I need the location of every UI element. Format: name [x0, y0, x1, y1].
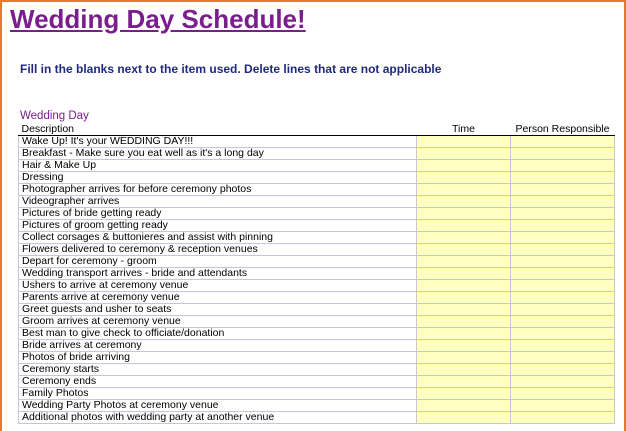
row-description: Family Photos: [19, 388, 417, 400]
row-description: Groom arrives at ceremony venue: [19, 316, 417, 328]
person-responsible-input-cell[interactable]: [511, 352, 615, 364]
row-description: Breakfast - Make sure you eat well as it's a long day: [19, 148, 417, 160]
person-responsible-input-cell[interactable]: [511, 184, 615, 196]
page-title: Wedding Day Schedule!: [10, 4, 306, 34]
row-description: Bride arrives at ceremony: [19, 340, 417, 352]
row-description: Additional photos with wedding party at another venue: [19, 412, 417, 424]
time-input-cell[interactable]: [417, 244, 511, 256]
table-row: [19, 340, 615, 352]
row-description: Wake Up! It's your WEDDING DAY!!!: [19, 136, 417, 148]
table-row: [19, 268, 615, 280]
time-input-cell[interactable]: [417, 388, 511, 400]
person-responsible-input-cell[interactable]: [511, 292, 615, 304]
person-responsible-input-cell[interactable]: [511, 328, 615, 340]
row-description: Ceremony ends: [19, 376, 417, 388]
time-input-cell[interactable]: [417, 376, 511, 388]
table-row: [19, 160, 615, 172]
time-input-cell[interactable]: [417, 172, 511, 184]
time-input-cell[interactable]: [417, 292, 511, 304]
table-row: [19, 184, 615, 196]
person-responsible-input-cell[interactable]: [511, 148, 615, 160]
row-description: Photographer arrives for before ceremony photos: [19, 184, 417, 196]
person-responsible-input-cell[interactable]: [511, 280, 615, 292]
row-description: Videographer arrives: [19, 196, 417, 208]
table-row: [19, 352, 615, 364]
row-description: Hair & Make Up: [19, 160, 417, 172]
row-description: Ceremony starts: [19, 364, 417, 376]
person-responsible-input-cell[interactable]: [511, 400, 615, 412]
person-responsible-input-cell[interactable]: [511, 388, 615, 400]
table-header-row: [19, 123, 615, 136]
column-header-description: Description: [19, 123, 417, 136]
row-description: Dressing: [19, 172, 417, 184]
time-input-cell[interactable]: [417, 184, 511, 196]
table-row: [19, 412, 615, 424]
time-input-cell[interactable]: [417, 364, 511, 376]
person-responsible-input-cell[interactable]: [511, 340, 615, 352]
row-description: Wedding transport arrives - bride and attendants: [19, 268, 417, 280]
table-row: [19, 136, 615, 148]
table-row: [19, 280, 615, 292]
table-row: [19, 232, 615, 244]
time-input-cell[interactable]: [417, 148, 511, 160]
table-row: [19, 316, 615, 328]
person-responsible-input-cell[interactable]: [511, 208, 615, 220]
row-description: Parents arrive at ceremony venue: [19, 292, 417, 304]
schedule-table: [18, 123, 615, 424]
column-header-person: Person Responsible: [511, 123, 615, 136]
person-responsible-input-cell[interactable]: [511, 244, 615, 256]
person-responsible-input-cell[interactable]: [511, 364, 615, 376]
table-row: [19, 400, 615, 412]
time-input-cell[interactable]: [417, 280, 511, 292]
person-responsible-input-cell[interactable]: [511, 376, 615, 388]
table-row: [19, 196, 615, 208]
table-row: [19, 304, 615, 316]
table-row: [19, 292, 615, 304]
row-description: Pictures of bride getting ready: [19, 208, 417, 220]
row-description: Photos of bride arriving: [19, 352, 417, 364]
person-responsible-input-cell[interactable]: [511, 196, 615, 208]
person-responsible-input-cell[interactable]: [511, 136, 615, 148]
table-row: [19, 364, 615, 376]
time-input-cell[interactable]: [417, 196, 511, 208]
instructions-text: Fill in the blanks next to the item used. Delete lines that are not applicable: [20, 62, 442, 76]
person-responsible-input-cell[interactable]: [511, 412, 615, 424]
time-input-cell[interactable]: [417, 256, 511, 268]
section-title: Wedding Day: [20, 110, 89, 122]
row-description: Greet guests and usher to seats: [19, 304, 417, 316]
row-description: Collect corsages & buttonieres and assist with pinning: [19, 232, 417, 244]
person-responsible-input-cell[interactable]: [511, 220, 615, 232]
person-responsible-input-cell[interactable]: [511, 172, 615, 184]
person-responsible-input-cell[interactable]: [511, 232, 615, 244]
person-responsible-input-cell[interactable]: [511, 256, 615, 268]
column-header-time: Time: [417, 123, 511, 136]
table-row: [19, 220, 615, 232]
row-description: Ushers to arrive at ceremony venue: [19, 280, 417, 292]
time-input-cell[interactable]: [417, 352, 511, 364]
time-input-cell[interactable]: [417, 304, 511, 316]
time-input-cell[interactable]: [417, 160, 511, 172]
row-description: Best man to give check to officiate/donation: [19, 328, 417, 340]
table-row: [19, 208, 615, 220]
time-input-cell[interactable]: [417, 316, 511, 328]
table-row: [19, 376, 615, 388]
time-input-cell[interactable]: [417, 136, 511, 148]
row-description: Wedding Party Photos at ceremony venue: [19, 400, 417, 412]
time-input-cell[interactable]: [417, 208, 511, 220]
table-row: [19, 256, 615, 268]
time-input-cell[interactable]: [417, 268, 511, 280]
table-row: [19, 148, 615, 160]
time-input-cell[interactable]: [417, 328, 511, 340]
row-description: Pictures of groom getting ready: [19, 220, 417, 232]
row-description: Flowers delivered to ceremony & reception venues: [19, 244, 417, 256]
time-input-cell[interactable]: [417, 400, 511, 412]
person-responsible-input-cell[interactable]: [511, 268, 615, 280]
time-input-cell[interactable]: [417, 412, 511, 424]
schedule-rows: [19, 136, 615, 424]
person-responsible-input-cell[interactable]: [511, 160, 615, 172]
table-row: [19, 244, 615, 256]
time-input-cell[interactable]: [417, 220, 511, 232]
person-responsible-input-cell[interactable]: [511, 304, 615, 316]
row-description: Depart for ceremony - groom: [19, 256, 417, 268]
table-row: [19, 172, 615, 184]
time-input-cell[interactable]: [417, 232, 511, 244]
table-row: [19, 328, 615, 340]
table-row: [19, 388, 615, 400]
person-responsible-input-cell[interactable]: [511, 316, 615, 328]
time-input-cell[interactable]: [417, 340, 511, 352]
